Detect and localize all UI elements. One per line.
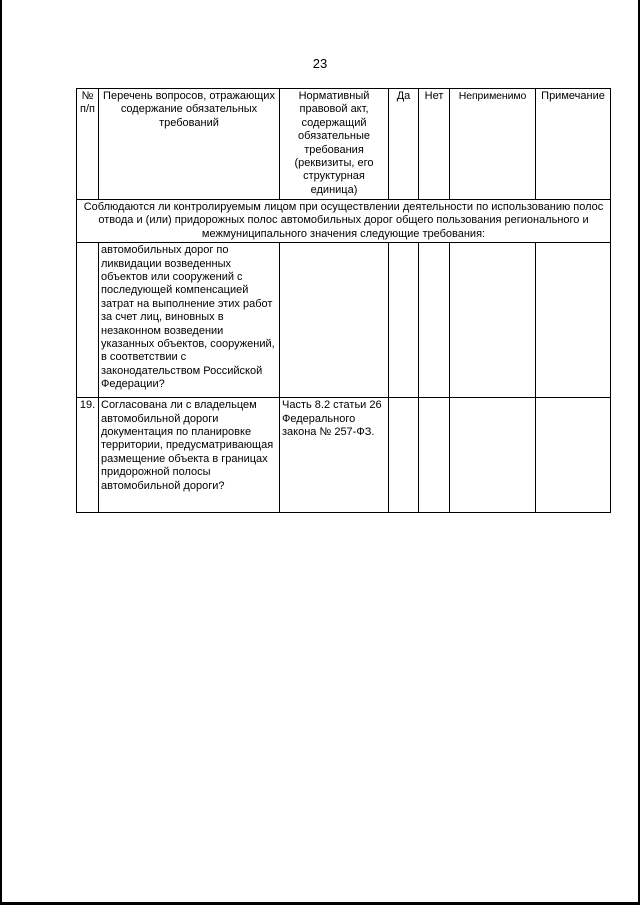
table-row <box>77 398 611 513</box>
table-header-row <box>77 89 611 200</box>
row-no <box>419 243 450 398</box>
row-num: 19. <box>77 398 99 513</box>
section-row <box>77 200 611 243</box>
header-questions: Перечень вопросов, отражающих содержание обязательных требований <box>99 89 280 200</box>
header-note: Примечание <box>536 89 611 200</box>
row-no <box>419 398 450 513</box>
row-normative <box>280 243 389 398</box>
row-question: Согласована ли с владельцем автомобильной дороги документация по планировке территории, предусматривающая размещение объекта в границах придорожной полосы автомобильной дороги? <box>99 398 280 513</box>
table-row <box>77 243 611 398</box>
row-not-applicable <box>450 243 536 398</box>
header-not-applicable: Неприменимо <box>450 89 536 200</box>
row-not-applicable <box>450 398 536 513</box>
row-note <box>536 398 611 513</box>
header-no: Нет <box>419 89 450 200</box>
header-yes: Да <box>389 89 419 200</box>
row-yes <box>389 398 419 513</box>
row-yes <box>389 243 419 398</box>
scan-edge-left <box>0 0 2 905</box>
section-title: Соблюдаются ли контролируемым лицом при осуществлении деятельности по использованию полос отвода и (или) придорожных полос автомобильных дорог общего пользования регионального и межмуниципального значения следующие требования: <box>77 200 611 243</box>
header-num: № п/п <box>77 89 99 200</box>
page-number: 23 <box>312 56 328 71</box>
row-question: автомобильных дорог по ликвидации возведенных объектов или сооружений с последующей компенсацией затрат на выполнение этих работ за счет лиц, виновных в незаконном возведении указанных объектов, сооружений, в соответствии с законодательством Российской Федерации? <box>99 243 280 398</box>
row-normative: Часть 8.2 статьи 26 Федерального закона № 257-ФЗ. <box>280 398 389 513</box>
header-normative: Нормативный правовой акт, содержащий обязательные требования (реквизиты, его структурная единица) <box>280 89 389 200</box>
row-num <box>77 243 99 398</box>
checklist-table <box>76 88 611 513</box>
row-note <box>536 243 611 398</box>
